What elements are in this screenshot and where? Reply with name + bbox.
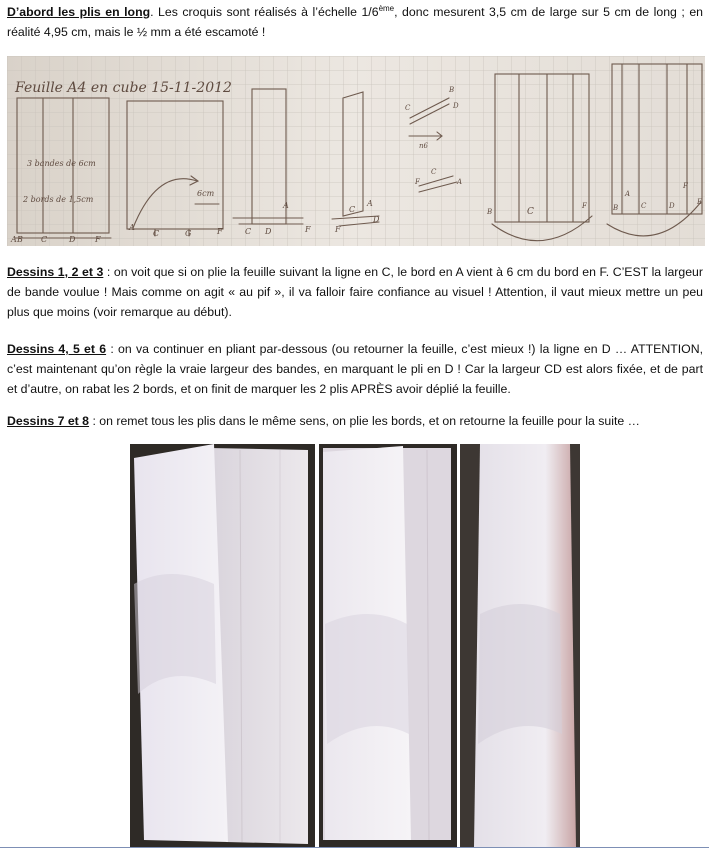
sketch-letter: A (283, 201, 289, 210)
sketch-label-bands: 3 bandes de 6cm (27, 159, 96, 168)
sketch-letter: B (449, 86, 455, 94)
sketch-letter: C (405, 104, 411, 112)
sketch-letter: A (367, 199, 373, 208)
section-title: Dessins 7 et 8 (7, 414, 90, 428)
sketch-letter: B (487, 208, 493, 216)
intro-text: . Les croquis sont réalisés à l’échelle 1/6 (150, 5, 379, 19)
section-title: Dessins 4, 5 et 6 (7, 342, 107, 356)
sketch-letter: F (335, 225, 341, 234)
sketch-letter: B (17, 235, 23, 244)
sketch-label-edges: 2 bords de 1,5cm (23, 195, 94, 204)
sketch-letter: D (373, 215, 380, 224)
photo-fold-3 (460, 444, 580, 847)
section-text: : on va continuer en pliant par-dessous (ou retourner la feuille, c’est mieux !) la ligne en D … ATTENTION, c’est maintenant qu’on règle la vraie largeur des bandes, en marquant le pli en D ! Car la largeur CD est alors fixée, et de part et d’autre, on rabat les 2 bords, et on finit de marquer les 2 plis APRÈS avoir déplié la feuille. (7, 342, 703, 396)
sketch-letter: B (613, 204, 619, 212)
sketch-letter: F (95, 235, 101, 244)
sketch-letter: C (431, 168, 437, 176)
section-text: : on voit que si on plie la feuille suivant la ligne en C, le bord en A vient à 6 cm du bord en F. C’EST la largeur de bande voulue ! Mais comme on agit « au pif », il va falloir faire confiance au visuel ! Attention, il vaut mieux mettre un peu plus que moins (voir remarque au début). (7, 265, 703, 319)
sketch-letter: A (11, 235, 17, 244)
sketch-image (7, 56, 705, 246)
sketch-letter: G (185, 229, 192, 238)
sketch-label-6cm: 6cm (197, 189, 215, 198)
sketch-label-n6: n6 (419, 142, 428, 150)
sketch-letter: F (415, 178, 420, 186)
sketch-letter: C (153, 229, 160, 238)
sketch-header: Feuille A4 en cube 15-11-2012 (15, 80, 232, 96)
sketch-letter: C (41, 235, 48, 244)
sketch-letter: F (217, 227, 223, 236)
bottom-divider (0, 847, 709, 848)
section-dessins-4-5-6 (7, 339, 703, 399)
section-dessins-7-8 (7, 411, 703, 431)
sketch-letter: C (527, 207, 534, 217)
sketch-letter: D (265, 227, 272, 236)
sketch-letter: A (625, 190, 631, 198)
intro-text-end: , donc mesurent 3,5 cm de large sur 5 cm de long ; en réalité 4,95 cm, mais le ½ mm a été escamoté ! (7, 5, 703, 39)
sketch-letter: C (641, 202, 647, 210)
photo-fold-2 (319, 444, 457, 847)
sketch-letter: F (683, 182, 688, 190)
section-title: Dessins 1, 2 et 3 (7, 265, 104, 279)
sketch-letter: E (697, 198, 703, 206)
sketch-letter: F (305, 225, 311, 234)
sketch-letter: D (669, 202, 675, 210)
intro-paragraph (7, 2, 703, 42)
intro-superscript: ème (378, 3, 395, 13)
sketch-letter: C (349, 205, 356, 214)
section-text: : on remet tous les plis dans le même sens, on plie les bords, et on retourne la feuille pour la suite … (89, 414, 640, 428)
sketch-letter: F (582, 202, 587, 210)
sketch-letter: D (69, 235, 76, 244)
sketch-letter: C (245, 227, 252, 236)
intro-title: D’abord les plis en long (7, 5, 151, 19)
photo-fold-1 (130, 444, 315, 847)
section-dessins-1-2-3 (7, 262, 703, 322)
sketch-letter: A (129, 223, 135, 232)
sketch-letter: A (457, 178, 463, 186)
sketch-letter: D (453, 102, 459, 110)
